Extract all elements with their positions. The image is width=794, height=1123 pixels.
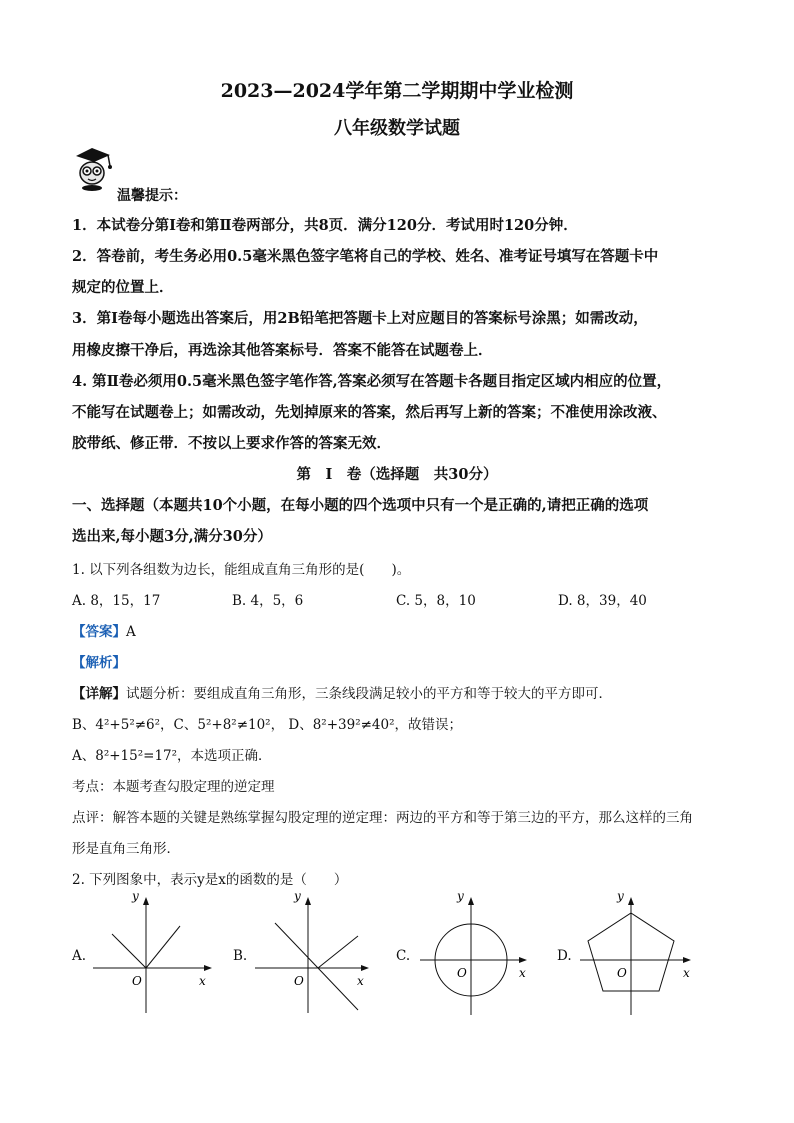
q1-line-a: A、8²+15²=17²，本选项正确． [72, 748, 272, 764]
x-axis-label: x [519, 966, 526, 980]
q2-graph-a [88, 893, 218, 1018]
origin-label: O [457, 966, 467, 980]
tip-line-8: 胶带纸、修正带．不按以上要求作答的答案无效． [72, 435, 391, 452]
q1-detail: 试题分析：要组成直角三角形，三条线段满足较小的平方和等于较大的平方即可． [126, 686, 612, 702]
tip-line-6: 4. 第Ⅱ卷必须用0.5毫米黑色签字笔作答,答案必须写在答题卡各题目指定区域内相应的位置， [72, 373, 672, 390]
q1-option-a: A. 8，15，17 [72, 593, 161, 609]
detail-tag: 【详解】 [72, 686, 126, 702]
tips-heading: 温馨提示： [117, 188, 187, 204]
exam-title: 2023—2024学年第二学期期中学业检测 [220, 80, 574, 102]
q1-option-d: D. 8，39，40 [558, 593, 647, 609]
y-axis-label: y [294, 893, 301, 903]
y-axis-label: y [132, 893, 139, 903]
q1-kaodian: 考点：本题考查勾股定理的逆定理 [72, 779, 275, 795]
x-axis-label: x [199, 974, 206, 988]
analysis-tag: 【解析】 [72, 655, 126, 671]
q1-analysis-line [72, 651, 732, 671]
x-axis-label: x [357, 974, 364, 988]
q2-option-c-label: C. [396, 948, 411, 964]
q2-graph-b [250, 893, 380, 1018]
q1-dianping-2: 形是直角三角形． [72, 841, 180, 857]
q1-option-c: C. 5，8，10 [396, 593, 476, 609]
tip-line-7: 不能写在试题卷上；如需改动，先划掉原来的答案，然后再写上新的答案；不准使用涂改液、 [72, 404, 667, 421]
y-axis-label: y [617, 893, 624, 903]
q1-detail-line [72, 682, 732, 702]
q2-graph-d [575, 893, 705, 1018]
q1-dianping-1: 点评：解答本题的关键是熟练掌握勾股定理的逆定理：两边的平方和等于第三边的平方，那么这样的三角 [72, 810, 693, 826]
tip-line-3: 规定的位置上． [72, 279, 174, 296]
q1-stem: 1. 以下列各组数为边长，能组成直角三角形的是( )。 [72, 562, 411, 578]
tip-line-5: 用橡皮擦干净后，再选涂其他答案标号．答案不能答在试题卷上． [72, 342, 493, 359]
graduate-mascot-icon [70, 146, 116, 192]
q1-answer-line [72, 620, 732, 640]
q2-option-a-label: A. [72, 948, 87, 964]
q2-graph-c [415, 893, 540, 1018]
tip-line-4: 3．第Ⅰ卷每小题选出答案后，用2B铅笔把答题卡上对应题目的答案标号涂黑；如需改动， [72, 310, 648, 327]
q1-option-b: B. 4，5，6 [232, 593, 304, 609]
tip-line-2: 2．答卷前，考生务必用0.5毫米黑色签字笔将自己的学校、姓名、准考证号填写在答题卡中 [72, 248, 659, 265]
exam-subtitle: 八年级数学试题 [334, 118, 460, 139]
q2-option-d-label: D. [557, 948, 572, 964]
section-heading-line-2: 选出来,每小题3分,满分30分） [72, 528, 272, 545]
origin-label: O [294, 974, 304, 988]
tip-line-1: 1．本试卷分第Ⅰ卷和第Ⅱ卷两部分，共8页．满分120分．考试用时120分钟． [72, 217, 578, 234]
q1-line-b: B、4²+5²≠6²，C、5²+8²≠10²， D、8²+39²≠40²，故错误； [72, 717, 463, 733]
section-heading-line-1: 一、选择题（本题共10个小题，在每小题的四个选项中只有一个是正确的,请把正确的选项 [72, 497, 649, 514]
q1-answer: A [126, 624, 136, 640]
q2-option-b-label: B. [233, 948, 248, 964]
x-axis-label: x [683, 966, 690, 980]
y-axis-label: y [457, 893, 464, 903]
section-title: 第 Ⅰ 卷（选择题 共30分） [296, 466, 498, 483]
origin-label: O [132, 974, 142, 988]
origin-label: O [617, 966, 627, 980]
q2-stem: 2. 下列图象中，表示y是x的函数的是（ ） [72, 872, 348, 888]
answer-tag: 【答案】 [72, 624, 126, 640]
